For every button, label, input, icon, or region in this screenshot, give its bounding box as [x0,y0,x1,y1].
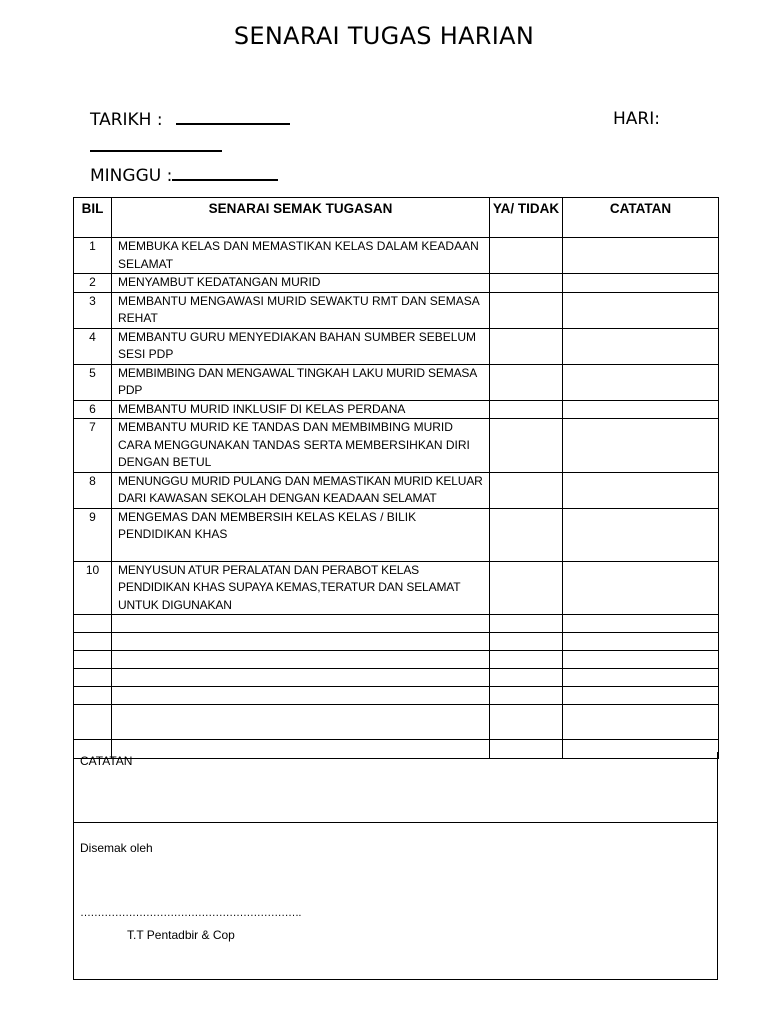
header-senarai-semak: SENARAI SEMAK TUGASAN [112,198,490,238]
ya-tidak-cell[interactable] [490,292,563,328]
catatan-cell[interactable] [563,419,719,473]
catatan-cell[interactable] [563,292,719,328]
catatan-cell[interactable] [563,561,719,615]
ya-tidak-cell[interactable] [490,400,563,419]
empty-cell[interactable] [74,687,112,705]
catatan-cell[interactable] [563,238,719,274]
row-number: 7 [74,419,112,473]
row-number: 6 [74,400,112,419]
catatan-area[interactable] [74,752,717,823]
ya-tidak-cell[interactable] [490,419,563,473]
task-text: MEMBUKA KELAS DAN MEMASTIKAN KELAS DALAM KEADAAN SELAMAT [112,238,490,274]
empty-cell[interactable] [112,669,490,687]
empty-row [74,651,719,669]
catatan-cell[interactable] [563,472,719,508]
hari-label: HARI: [613,109,660,129]
empty-cell[interactable] [112,651,490,669]
table-row [74,274,719,293]
tarikh-label: TARIKH : [90,110,163,130]
catatan-cell[interactable] [563,328,719,364]
ya-tidak-cell[interactable] [490,472,563,508]
ya-tidak-cell[interactable] [490,508,563,561]
row-number: 1 [74,238,112,274]
catatan-cell[interactable] [563,400,719,419]
row-number: 9 [74,508,112,561]
task-text: MENGEMAS DAN MEMBERSIH KELAS KELAS / BILIK PENDIDIKAN KHAS [112,508,490,561]
header-catatan: CATATAN [563,198,719,238]
header-row [74,198,719,238]
empty-cell[interactable] [563,651,719,669]
task-text: MEMBANTU MURID KE TANDAS DAN MEMBIMBING MURID CARA MENGGUNAKAN TANDAS SERTA MEMBERSIHKAN DIRI DENGAN BETUL [112,419,490,473]
signature-line: ………………………………………………………. [80,907,301,919]
footer-box [73,752,718,980]
task-text: MEMBANTU MENGAWASI MURID SEWAKTU RMT DAN SEMASA REHAT [112,292,490,328]
table-row [74,508,719,561]
empty-cell[interactable] [74,669,112,687]
empty-row [74,687,719,705]
table-row [74,328,719,364]
empty-cell[interactable] [563,705,719,740]
ya-tidak-cell[interactable] [490,274,563,293]
task-text: MEMBANTU MURID INKLUSIF DI KELAS PERDANA [112,400,490,419]
header-ya-tidak: YA/ TIDAK [490,198,563,238]
row-number: 3 [74,292,112,328]
row-number: 8 [74,472,112,508]
ya-tidak-cell[interactable] [490,328,563,364]
empty-cell[interactable] [112,705,490,740]
empty-row [74,615,719,633]
catatan-cell[interactable] [563,364,719,400]
empty-cell[interactable] [74,651,112,669]
empty-row [74,705,719,740]
task-checklist-table [73,197,719,759]
minggu-field [90,165,278,186]
table-row [74,238,719,274]
hari-blank[interactable] [90,150,222,152]
header-bil: BIL [74,198,112,238]
empty-row [74,669,719,687]
empty-cell[interactable] [563,687,719,705]
tarikh-field [90,109,290,130]
empty-cell[interactable] [112,687,490,705]
empty-cell[interactable] [74,705,112,740]
table-row [74,419,719,473]
empty-cell[interactable] [74,615,112,633]
task-text: MENUNGGU MURID PULANG DAN MEMASTIKAN MURID KELUAR DARI KAWASAN SEKOLAH DENGAN KEADAAN SELAMAT [112,472,490,508]
empty-cell[interactable] [563,633,719,651]
task-text: MENYAMBUT KEDATANGAN MURID [112,274,490,293]
empty-cell[interactable] [490,669,563,687]
table-row [74,364,719,400]
disemak-label: Disemak oleh [80,841,153,855]
table-row [74,561,719,615]
catatan-cell[interactable] [563,508,719,561]
row-number: 4 [74,328,112,364]
empty-cell[interactable] [490,615,563,633]
empty-cell[interactable] [112,633,490,651]
minggu-blank[interactable] [172,165,278,181]
ya-tidak-cell[interactable] [490,238,563,274]
task-text: MEMBANTU GURU MENYEDIAKAN BAHAN SUMBER SEBELUM SESI PDP [112,328,490,364]
empty-cell[interactable] [563,669,719,687]
task-text: MEMBIMBING DAN MENGAWAL TINGKAH LAKU MURID SEMASA PDP [112,364,490,400]
minggu-label: MINGGU : [90,166,173,186]
empty-cell[interactable] [563,615,719,633]
empty-cell[interactable] [490,687,563,705]
row-number: 5 [74,364,112,400]
empty-cell[interactable] [490,651,563,669]
table-row [74,400,719,419]
catatan-cell[interactable] [563,274,719,293]
catatan-label: CATATAN [80,754,133,768]
empty-cell[interactable] [74,633,112,651]
row-number: 2 [74,274,112,293]
empty-row [74,633,719,651]
empty-cell[interactable] [490,633,563,651]
page-title: SENARAI TUGAS HARIAN [233,22,535,50]
signature-label: T.T Pentadbir & Cop [127,928,235,942]
ya-tidak-cell[interactable] [490,561,563,615]
table-row [74,472,719,508]
empty-cell[interactable] [112,615,490,633]
row-number: 10 [74,561,112,615]
tarikh-blank[interactable] [176,109,290,125]
empty-cell[interactable] [490,705,563,740]
task-text: MENYUSUN ATUR PERALATAN DAN PERABOT KELAS PENDIDIKAN KHAS SUPAYA KEMAS,TERATUR DAN SELAMAT UNTUK DIGUNAKAN [112,561,490,615]
table-row [74,292,719,328]
ya-tidak-cell[interactable] [490,364,563,400]
